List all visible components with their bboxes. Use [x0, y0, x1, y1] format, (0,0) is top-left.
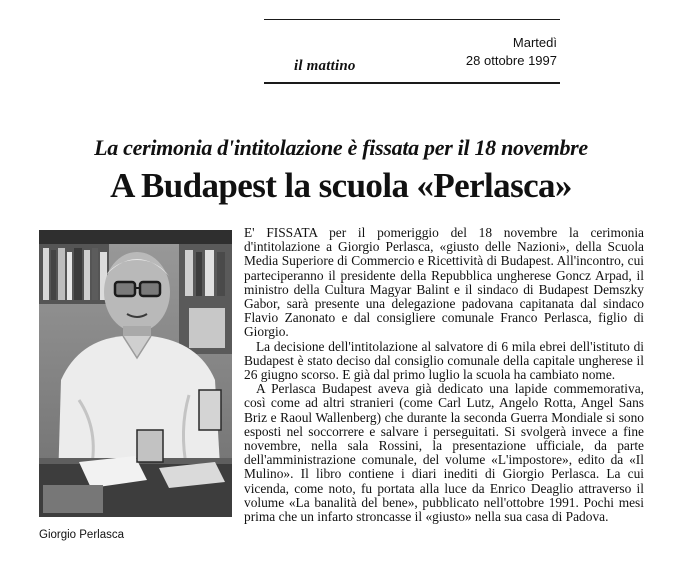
masthead-day: Martedì [512, 35, 557, 50]
masthead-bottom-rule [264, 82, 560, 84]
article-body [244, 226, 644, 524]
article-paragraph: La decisione dell'intitolazione al salvatore di 6 mila ebrei dell'istituto di Budapest è stato deciso dal consiglio comunale della capitale ungherese il 26 giugno scorso. E già dal primo luglio la scuola ha cambiato nome. [244, 338, 644, 383]
article-kicker: La cerimonia d'intitolazione è fissata per il 18 novembre [94, 135, 588, 160]
portrait-photo [39, 230, 232, 517]
newspaper-name: il mattino [294, 58, 356, 74]
article-paragraph: E' FISSATA per il pomeriggio del 18 novembre la cerimonia d'intitolazione a Giorgio Perlasca, «giusto delle Nazioni», della Scuola Media Superiore di Commercio e Ricettività di Budapest. All'incontro, cui parteciperanno il presidente della Repubblica ungherese Goncz Arpad, il ministro della Cultura Magyar Balint e il sindaco di Budapest Demszky Gabor, sarà presente una delegazione padovana capitanata dal sindaco Flavio Zanonato e dal consigliere comunale Franco Perlasca, figlio di Giorgio. [244, 225, 644, 340]
article-paragraph: A Perlasca Budapest aveva già dedicato una lapide commemorativa, così come ad altri stranieri (come Carl Lutz, Angelo Rotta, Angel Sans Briz e Raoul Wallenberg) che durante la seconda Guerra Mondiale si sono esposti nel soccorrere e salvare i perseguitati. Si svolgerà invece a fine novembre, nella sala Rossini, la presentazione ufficiale, da parte dell'amministrazione comunale, del volume «L'impostore», edito da «Il Mulino». Il libro contiene i diari inediti di Giorgio Perlasca. La cui vicenda, come noto, fu portata alla luce da Enrico Deaglio attraverso il volume «La banalità del bene», pubblicato nell'ottobre 1991. Pochi mesi prima che un infarto stroncasse il «giusto» nella sua casa di Padova. [244, 381, 644, 525]
portrait-photo-illustration [39, 230, 232, 517]
masthead-top-rule [264, 19, 560, 20]
masthead-date: 28 ottobre 1997 [465, 53, 557, 68]
article-headline: A Budapest la scuola «Perlasca» [110, 166, 572, 205]
photo-caption: Giorgio Perlasca [39, 529, 125, 541]
